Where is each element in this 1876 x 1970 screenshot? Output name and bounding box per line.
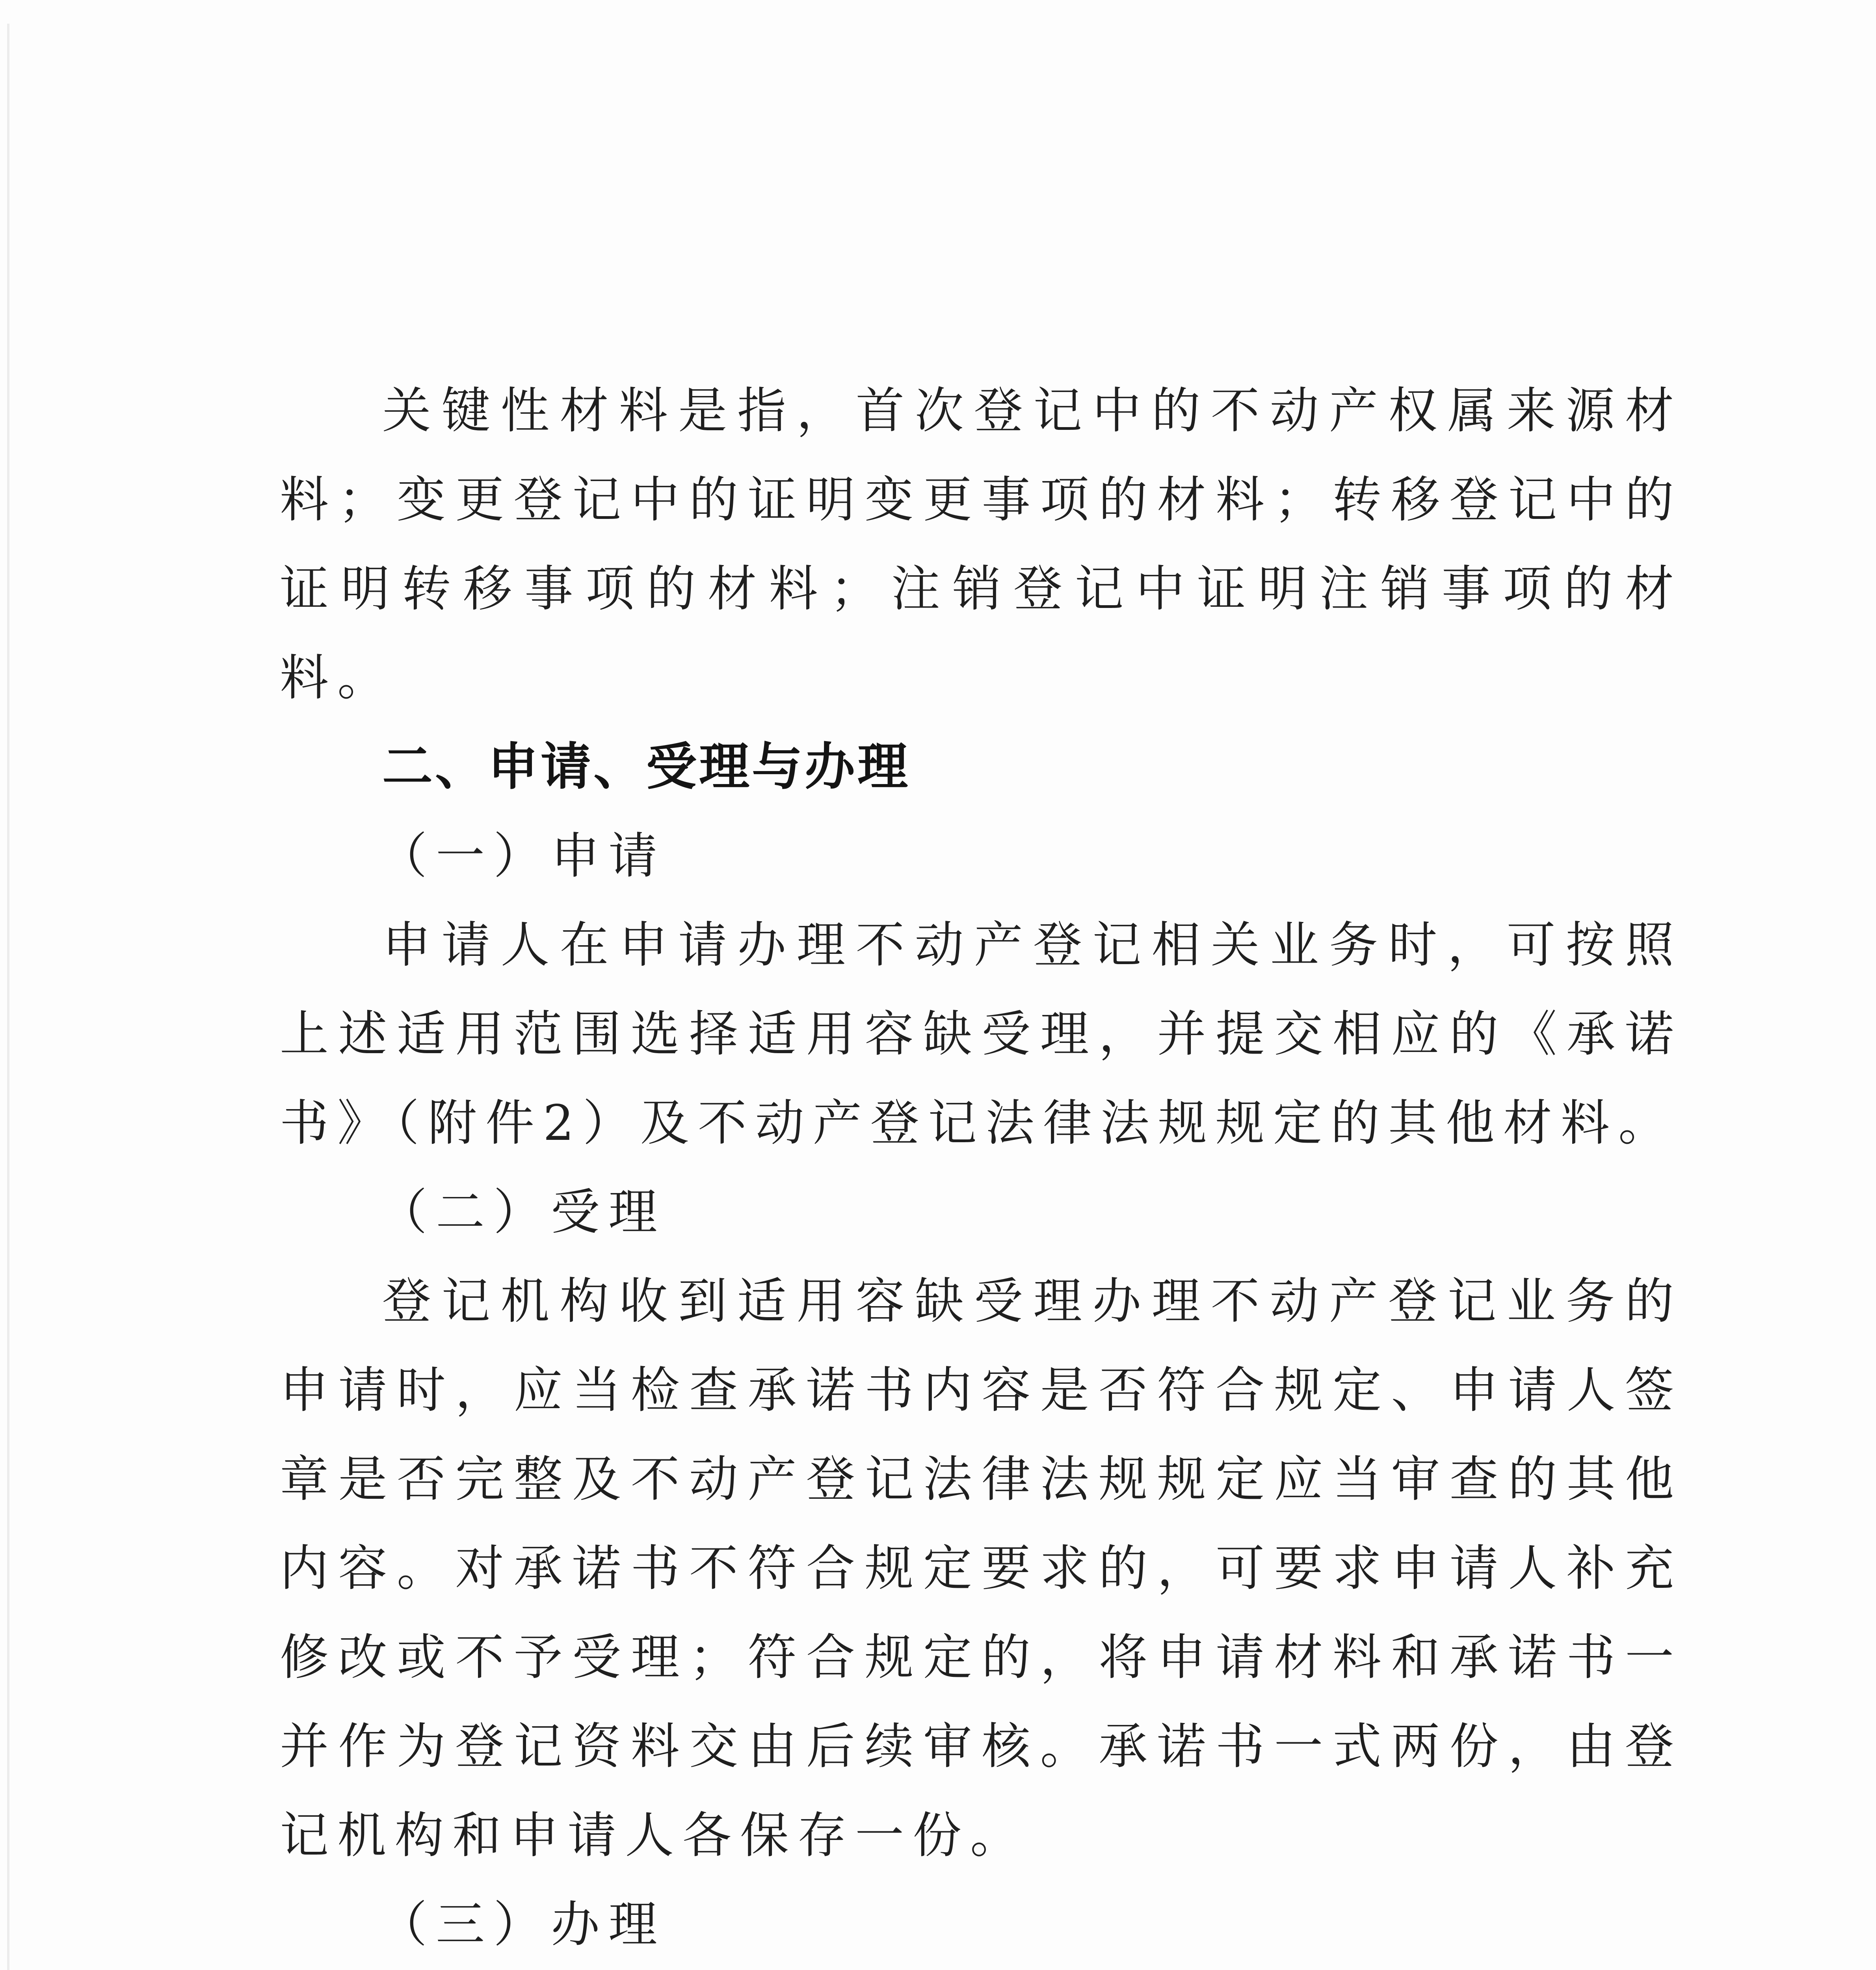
scan-edge-shadow [7, 24, 9, 1970]
subheading-accept: （二）受理 [378, 1184, 666, 1241]
subheading-apply: （一）申请 [378, 828, 666, 885]
section-heading-application: 二、申请、受理与办理 [382, 738, 911, 796]
document-body [280, 366, 1683, 1970]
paragraph-accept: 登记机构收到适用容缺受理办理不动产登记业务的申请时，应当检查承诺书内容是否符合规定、申请人签章是否完整及不动产登记法律法规规定应当审查的其他内容。对承诺书不符合规定要求的，可要求申请人补充修改或不予受理；符合规定的，将申请材料和承诺书一并作为登记资料交由后续审核。承诺书一式两份，由登记机构和申请人各保存一份。 [280, 1273, 1683, 1864]
subheading-handle: （三）办理 [378, 1896, 666, 1953]
paragraph-key-materials: 关键性材料是指，首次登记中的不动产权属来源材料；变更登记中的证明变更事项的材料；转移登记中的证明转移事项的材料；注销登记中证明注销事项的材料。 [280, 383, 1683, 706]
paragraph-apply: 申请人在申请办理不动产登记相关业务时，可按照上述适用范围选择适用容缺受理，并提交相应的《承诺书》（附件2）及不动产登记法律法规规定的其他材料。 [280, 917, 1683, 1152]
